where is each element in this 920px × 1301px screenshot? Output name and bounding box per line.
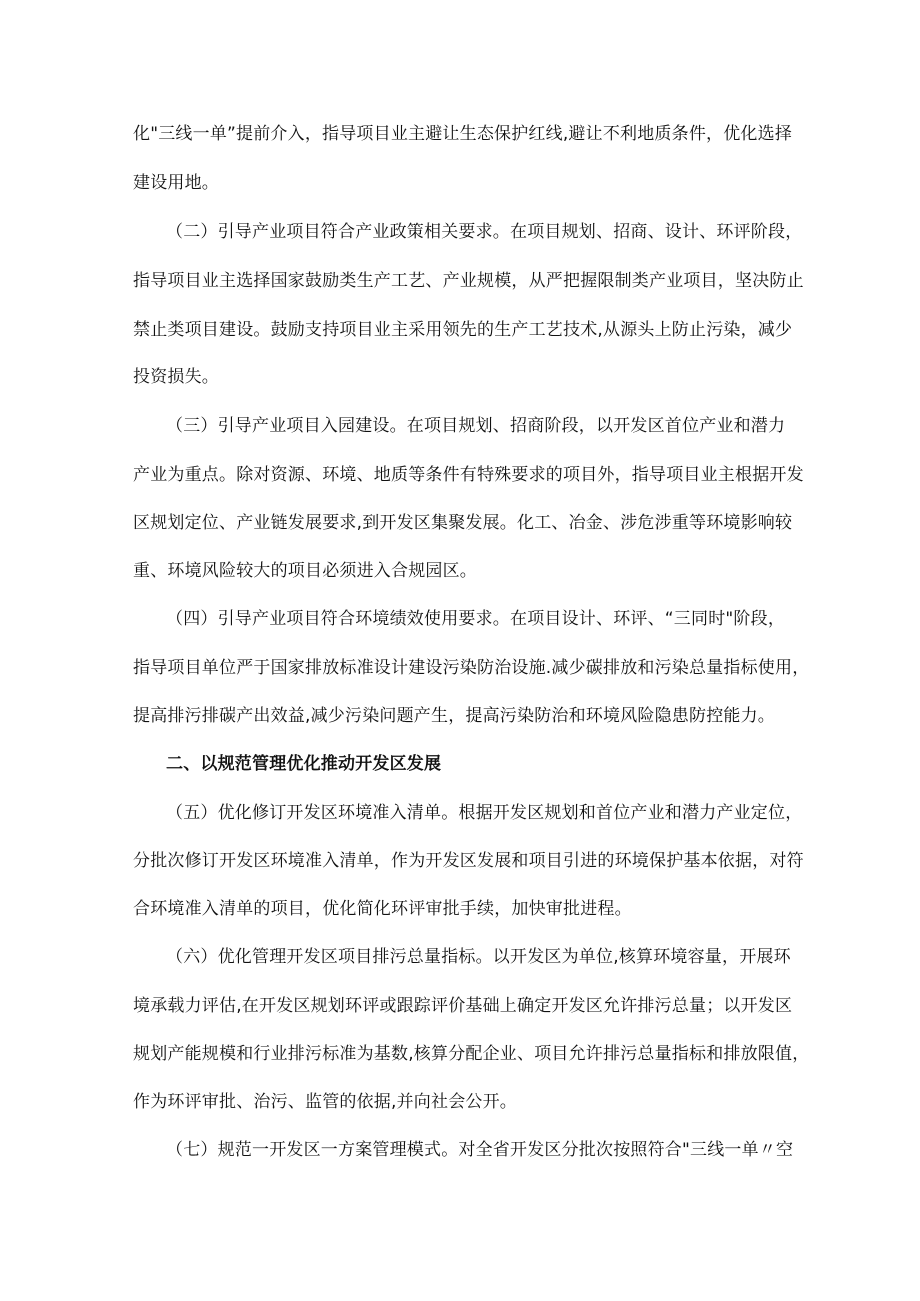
paragraph-line: 区规划定位、产业链发展要求,到开发区集聚发展。化工、冶金、涉危涉重等环境影响较 bbox=[133, 513, 793, 533]
paragraph-line: 重、环境风险较大的项目必须进入合规园区。 bbox=[133, 561, 477, 581]
paragraph-line: 合环境准入清单的项目，优化简化环评审批手续，加快审批进程。 bbox=[133, 899, 632, 919]
paragraph-line: 指导项目业主选择国家鼓励类生产工艺、产业规模，从严把握限制类产业项目，坚决防止 bbox=[133, 271, 804, 291]
paragraph-line: （七）规范一开发区一方案管理模式。对全省开发区分批次按照符合"三线一单〃空 bbox=[166, 1140, 794, 1160]
paragraph-line: 境承载力评估,在开发区规划环评或跟踪评价基础上确定开发区允许排污总量；以开发区 bbox=[133, 996, 793, 1016]
paragraph-line: （四）引导产业项目符合环境绩效使用要求。在项目设计、环评、“三同时"阶段， bbox=[166, 609, 786, 629]
section-heading: 二、以规范管理优化推动开发区发展 bbox=[166, 754, 442, 774]
paragraph-line: 化"三线一单”提前介入，指导项目业主避让生态保护红线,避让不利地质条件，优化选择 bbox=[133, 124, 793, 144]
paragraph-line: 作为环评审批、治污、监管的依据,并向社会公开。 bbox=[133, 1092, 518, 1112]
paragraph-line: 禁止类项目建设。鼓励支持项目业主采用领先的生产工艺技术,从源头上防止污染，减少 bbox=[133, 320, 793, 340]
paragraph-line: 指导项目单位严于国家排放标准设计建设污染防治设施.减少碳排放和污染总量指标使用， bbox=[133, 658, 810, 678]
paragraph-line: （三）引导产业项目入园建设。在项目规划、招商阶段，以开发区首位产业和潜力 bbox=[166, 416, 786, 436]
paragraph-line: 建设用地。 bbox=[133, 173, 219, 193]
paragraph-line: 分批次修订开发区环境准入清单，作为开发区发展和项目引进的环境保护基本依据，对符 bbox=[133, 851, 804, 871]
paragraph-line: （五）优化修订开发区环境准入清单。根据开发区规划和首位产业和潜力产业定位， bbox=[166, 803, 803, 823]
paragraph-line: 产业为重点。除对资源、环境、地质等条件有特殊要求的项目外，指导项目业主根据开发 bbox=[133, 465, 804, 485]
paragraph-line: 投资损失。 bbox=[133, 367, 219, 387]
paragraph-line: 规划产能规模和行业排污标准为基数,核算分配企业、项目允许排污总量指标和排放限值， bbox=[133, 1044, 810, 1064]
paragraph-line: （六）优化管理开发区项目排污总量指标。以开发区为单位,核算环境容量，开展环 bbox=[166, 947, 791, 967]
paragraph-line: 提高排污排碳产出效益,减少污染问题产生，提高污染防治和环境风险隐患防控能力。 bbox=[133, 706, 776, 726]
paragraph-line: （二）引导产业项目符合产业政策相关要求。在项目规划、招商、设计、环评阶段， bbox=[166, 222, 803, 242]
